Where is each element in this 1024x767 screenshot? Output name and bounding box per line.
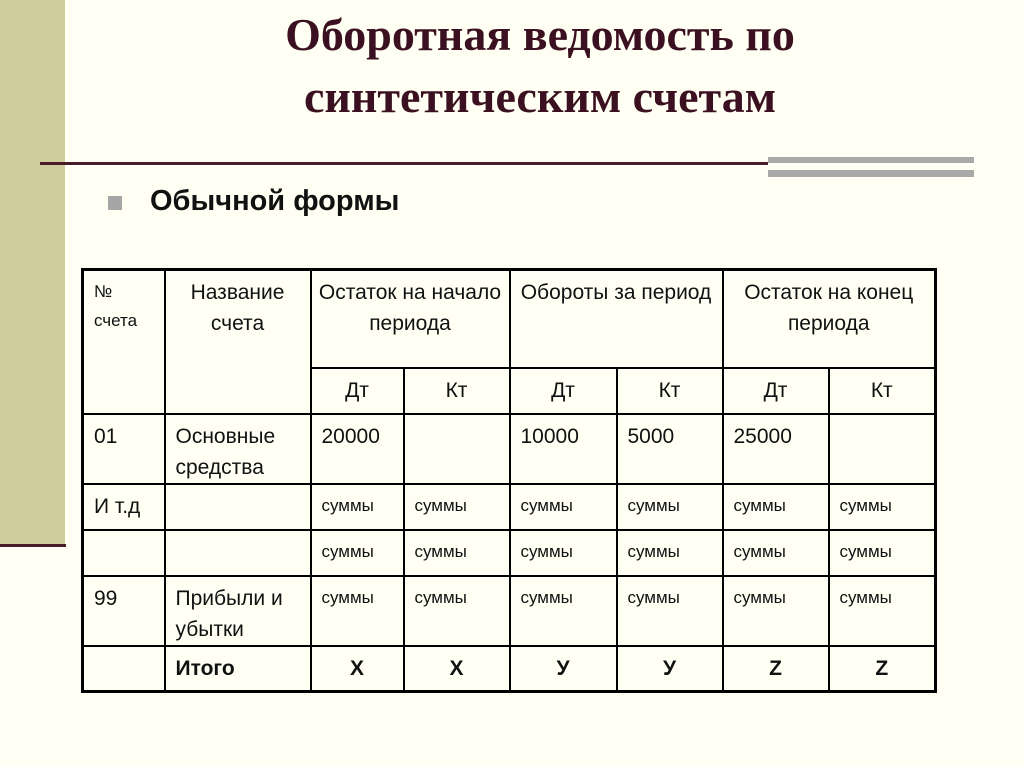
- total-label-cell: Итого: [165, 646, 311, 692]
- closing-kt-cell: [829, 414, 936, 484]
- slide-title-line-1: Оборотная ведомость по: [285, 9, 795, 60]
- table-row: [83, 414, 936, 484]
- opening-dt-cell: суммы: [311, 530, 404, 576]
- turnover-dt-cell: суммы: [510, 530, 617, 576]
- closing-dt-cell: 25000: [723, 414, 829, 484]
- total-opening-kt-cell: X: [404, 646, 510, 692]
- slide-title: [100, 4, 980, 128]
- closing-dt-cell: суммы: [723, 530, 829, 576]
- total-number-cell: [83, 646, 165, 692]
- header-account-number-label: счета: [94, 311, 138, 330]
- left-accent-underline: [0, 544, 66, 547]
- header-closing-balance: Остаток на конец периода: [723, 270, 936, 368]
- account-number-cell: [83, 530, 165, 576]
- account-number-cell: 01: [83, 414, 165, 484]
- slide-title-line-2: синтетическим счетам: [303, 71, 777, 122]
- left-accent-bar: [0, 0, 65, 545]
- closing-kt-cell: суммы: [829, 484, 936, 530]
- opening-dt-cell: суммы: [311, 484, 404, 530]
- total-turnover-dt-cell: У: [510, 646, 617, 692]
- header-account-name: Название счета: [165, 270, 311, 414]
- header-closing-kt: Кт: [829, 368, 936, 414]
- title-divider-accent: [768, 157, 974, 177]
- table-total-row: [83, 646, 936, 692]
- header-turnover-kt: Кт: [617, 368, 723, 414]
- account-name-cell: Основные средства: [165, 414, 311, 484]
- turnover-dt-cell: суммы: [510, 576, 617, 646]
- bullet-subtitle: Обычной формы: [150, 185, 400, 217]
- account-number-cell: И т.д: [83, 484, 165, 530]
- closing-dt-cell: суммы: [723, 484, 829, 530]
- total-opening-dt-cell: X: [311, 646, 404, 692]
- title-divider: [40, 162, 770, 165]
- header-closing-dt: Дт: [723, 368, 829, 414]
- table-header-row: [83, 270, 936, 368]
- turnover-kt-cell: суммы: [617, 530, 723, 576]
- turnover-kt-cell: суммы: [617, 576, 723, 646]
- account-name-cell: [165, 530, 311, 576]
- opening-kt-cell: суммы: [404, 576, 510, 646]
- header-opening-dt: Дт: [311, 368, 404, 414]
- header-turnover-dt: Дт: [510, 368, 617, 414]
- turnover-kt-cell: суммы: [617, 484, 723, 530]
- turnover-dt-cell: 10000: [510, 414, 617, 484]
- account-name-cell: Прибыли и убытки: [165, 576, 311, 646]
- closing-dt-cell: суммы: [723, 576, 829, 646]
- total-closing-dt-cell: Z: [723, 646, 829, 692]
- opening-kt-cell: [404, 414, 510, 484]
- opening-dt-cell: 20000: [311, 414, 404, 484]
- closing-kt-cell: суммы: [829, 530, 936, 576]
- header-account-number-symbol: №: [94, 282, 113, 301]
- header-opening-balance: Остаток на начало периода: [311, 270, 510, 368]
- turnover-kt-cell: 5000: [617, 414, 723, 484]
- square-bullet-icon: [108, 196, 122, 210]
- table-row: [83, 484, 936, 530]
- header-turnover: Обороты за период: [510, 270, 723, 368]
- opening-kt-cell: суммы: [404, 530, 510, 576]
- account-name-cell: [165, 484, 311, 530]
- total-closing-kt-cell: Z: [829, 646, 936, 692]
- table-row: [83, 530, 936, 576]
- total-turnover-kt-cell: У: [617, 646, 723, 692]
- turnover-sheet-table: [81, 268, 937, 693]
- header-account-number: [83, 270, 165, 414]
- turnover-dt-cell: суммы: [510, 484, 617, 530]
- opening-kt-cell: суммы: [404, 484, 510, 530]
- opening-dt-cell: суммы: [311, 576, 404, 646]
- header-opening-kt: Кт: [404, 368, 510, 414]
- table-row: [83, 576, 936, 646]
- closing-kt-cell: суммы: [829, 576, 936, 646]
- account-number-cell: 99: [83, 576, 165, 646]
